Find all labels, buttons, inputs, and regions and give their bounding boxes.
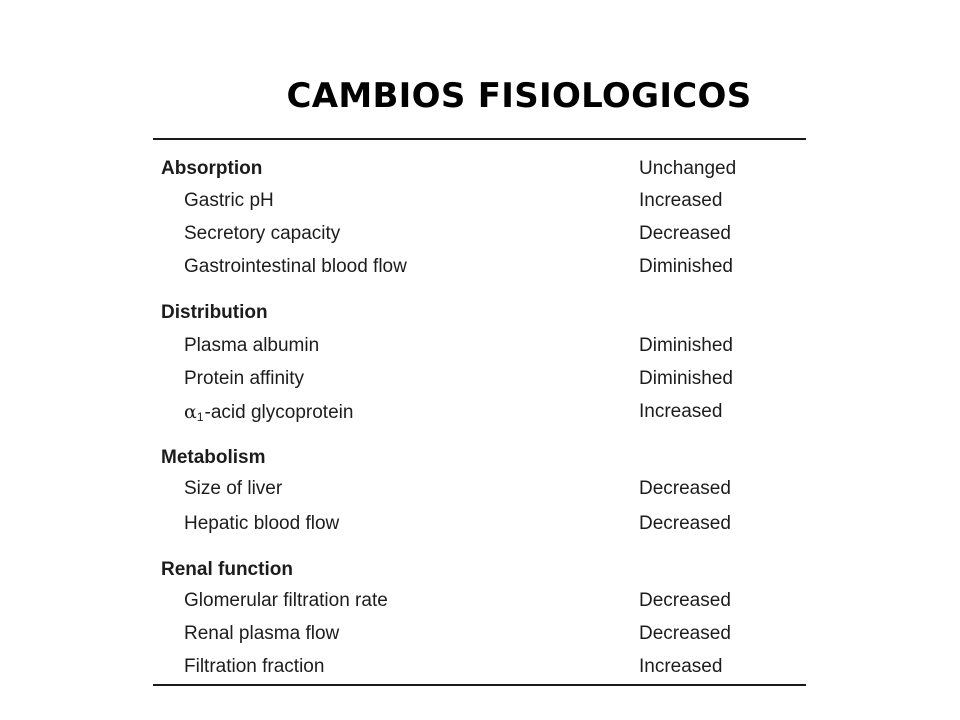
- row-label: Size of liver: [184, 478, 283, 499]
- section-header-renal-function: [153, 555, 806, 585]
- table-bottom-rule: [153, 684, 806, 686]
- alpha-symbol: α: [184, 401, 197, 423]
- row-value: Increased: [639, 401, 723, 422]
- table-row: [153, 586, 806, 616]
- row-value: Diminished: [639, 335, 733, 356]
- physiological-changes-table: [153, 0, 806, 720]
- page-title: CAMBIOS FISIOLOGICOS: [286, 76, 752, 116]
- section-header-absorption: [153, 154, 806, 184]
- row-value: Decreased: [639, 478, 731, 499]
- row-label: Glomerular filtration rate: [184, 590, 388, 611]
- row-label: Renal plasma flow: [184, 623, 340, 644]
- table-row: [153, 619, 806, 649]
- row-label: Filtration fraction: [184, 656, 325, 677]
- alpha-subscript: 1: [196, 410, 204, 424]
- table-row: [153, 364, 806, 394]
- table-row: [153, 331, 806, 361]
- section-header-distribution: [153, 298, 806, 328]
- section-label: Absorption: [161, 158, 263, 179]
- row-label: Protein affinity: [184, 368, 305, 389]
- row-label: Plasma albumin: [184, 335, 320, 356]
- row-value: Decreased: [639, 223, 731, 244]
- row-value: Decreased: [639, 623, 731, 644]
- row-value: Decreased: [639, 513, 731, 534]
- row-value: Diminished: [639, 256, 733, 277]
- table-row: [153, 397, 806, 427]
- section-label: Metabolism: [161, 447, 266, 468]
- section-label: Renal function: [161, 559, 293, 580]
- table-row: [153, 652, 806, 682]
- row-value: Diminished: [639, 368, 733, 389]
- table-row: [153, 252, 806, 282]
- row-label: Gastrointestinal blood flow: [184, 256, 407, 277]
- row-label: Secretory capacity: [184, 223, 341, 244]
- row-value: Increased: [639, 190, 723, 211]
- row-value: Increased: [639, 656, 723, 677]
- section-label: Distribution: [161, 302, 268, 323]
- table-row: [153, 509, 806, 539]
- table-row: [153, 219, 806, 249]
- section-header-metabolism: [153, 443, 806, 473]
- section-value: Unchanged: [639, 158, 737, 179]
- row-label: Hepatic blood flow: [184, 513, 340, 534]
- row-label-text: -acid glycoprotein: [204, 402, 354, 423]
- row-label: Gastric pH: [184, 190, 274, 211]
- row-label: [184, 397, 353, 432]
- table-row: [153, 474, 806, 504]
- row-value: Decreased: [639, 590, 731, 611]
- table-row: [153, 186, 806, 216]
